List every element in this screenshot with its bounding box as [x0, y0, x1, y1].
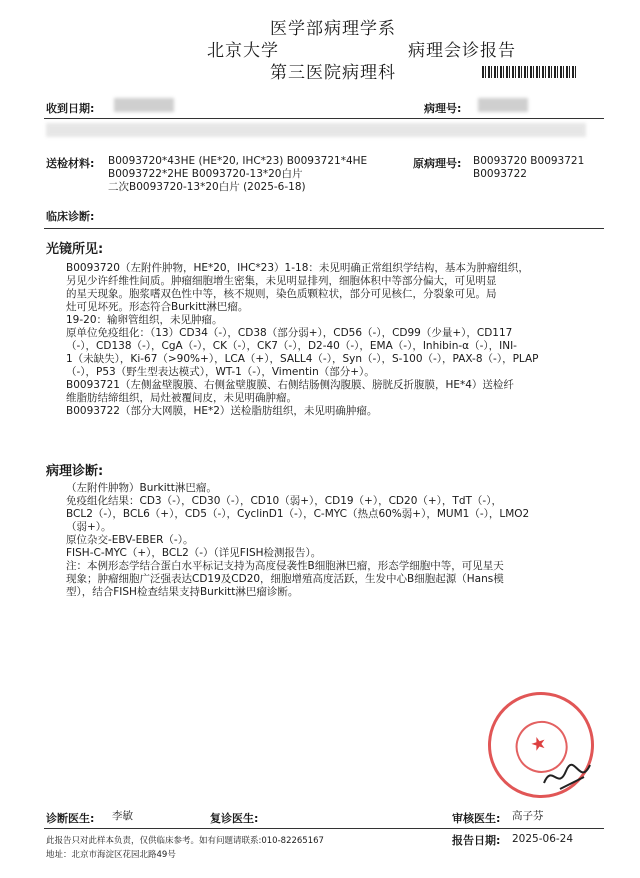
specimen-line-2: B0093722*2HE B0093720-13*20白片	[108, 168, 303, 180]
report-date-label: 报告日期:	[452, 834, 501, 847]
orig-pathology-label: 原病理号:	[413, 157, 462, 170]
header-hospital: 第三医院病理科	[270, 63, 396, 83]
diag-doctor-name: 李敏	[112, 810, 133, 822]
barcode	[482, 66, 578, 78]
microscopy-title: 光镜所见:	[46, 242, 104, 257]
header-university: 北京大学	[207, 41, 279, 61]
stamp-seal: ★	[474, 678, 608, 812]
header-report-title: 病理会诊报告	[408, 41, 516, 61]
redacted-pathology-no	[478, 98, 528, 112]
footer-address: 地址：北京市海淀区花园北路49号	[46, 850, 176, 860]
specimen-label: 送检材料:	[46, 157, 95, 170]
received-date-label: 收到日期:	[46, 102, 95, 115]
diagnosis-text: （左附件肿物）Burkitt淋巴瘤。 免疫组化结果：CD3（-），CD30（-），CD10（弱+），CD19（+），CD20（+），TdT（-）， BCL2（-），BCL6（+），CD5（-），CyclinD1（-），C-MYC（热点60%弱+），MUM1（-），LMO2 （弱+）。 原位杂交-EBV-EBER（-）。 FISH-C-MYC（+），BCL2（-）（详见FISH检测报告）。 注：本例形态学结合蛋白水平标记支持为高度侵袭性B细胞淋巴瘤，形态学细胞中等，可见星天 现象；肿瘤细胞广泛强表达CD19及CD20，细胞增殖高度活跃，生发中心B细胞起源（Hans模 型），结合FISH检查结果支持Burkitt淋巴瘤诊断。	[66, 482, 530, 598]
specimen-line-3: 二次B0093720-13*20白片 (2025-6-18)	[108, 181, 306, 193]
report-date: 2025-06-24	[512, 833, 574, 845]
review-doctor-label: 复诊医生:	[210, 812, 259, 825]
diagnosis-title: 病理诊断:	[46, 464, 104, 479]
divider	[44, 828, 604, 829]
redacted-row	[46, 123, 586, 137]
audit-doctor-name: 高子芬	[512, 810, 544, 822]
redacted-date	[114, 98, 174, 112]
footer-note: 此报告只对此样本负责，仅供临床参考。如有问题请联系:010-82265167	[46, 836, 324, 846]
orig-pathology-line-2: B0093722	[473, 168, 527, 180]
pathology-no-label: 病理号:	[424, 102, 462, 115]
microscopy-text: B0093720（左附件肿物，HE*20，IHC*23）1-18：未见明确正常组织学结构，基本为肿瘤组织， 另见少许纤维性间质。肿瘤细胞增生密集，未见明显排列，细胞体积中等部分偏大，可见明显 的星天现象。胞浆嗜双色性中等，核不规则，染色质颗粒状，部分可见核仁，分裂象可见。局 灶可见坏死。形态符合Burkitt淋巴瘤。 19-20：输卵管组织，未见肿瘤。 原单位免疫组化：（13）CD34（-），CD38（部分弱+），CD56（-），CD99（少量+），CD117 （-），CD138（-），CgA（-），CK（-），CK7（-），D2-40（-），EMA（-），Inhibin-α（-），INI- 1（未缺失），Ki-67（>90%+），LCA（+），SALL4（-），Syn（-），S-100（-），PAX-8（-），PLAP （-），P53（野生型表达模式），WT-1（-），Vimentin（部分+）。 B0093721（左侧盆壁腹膜、右侧盆壁腹膜、右侧结肠侧沟腹膜、膀胱反折腹膜，HE*4）送检纤 维脂肪结缔组织，局灶被覆间皮，未见明确肿瘤。 B0093722（部分大网膜，HE*2）送检脂肪组织，未见明确肿瘤。	[66, 262, 539, 417]
clinical-diagnosis-label: 临床诊断:	[46, 210, 95, 223]
divider	[44, 228, 604, 229]
specimen-line-1: B0093720*43HE (HE*20, IHC*23) B0093721*4HE	[108, 155, 368, 167]
signature	[540, 755, 600, 795]
audit-doctor-label: 审核医生:	[452, 812, 501, 825]
divider	[44, 118, 604, 119]
orig-pathology-line-1: B0093720 B0093721	[473, 155, 585, 167]
header-line1: 医学部病理学系	[270, 19, 396, 39]
diag-doctor-label: 诊断医生:	[46, 812, 95, 825]
